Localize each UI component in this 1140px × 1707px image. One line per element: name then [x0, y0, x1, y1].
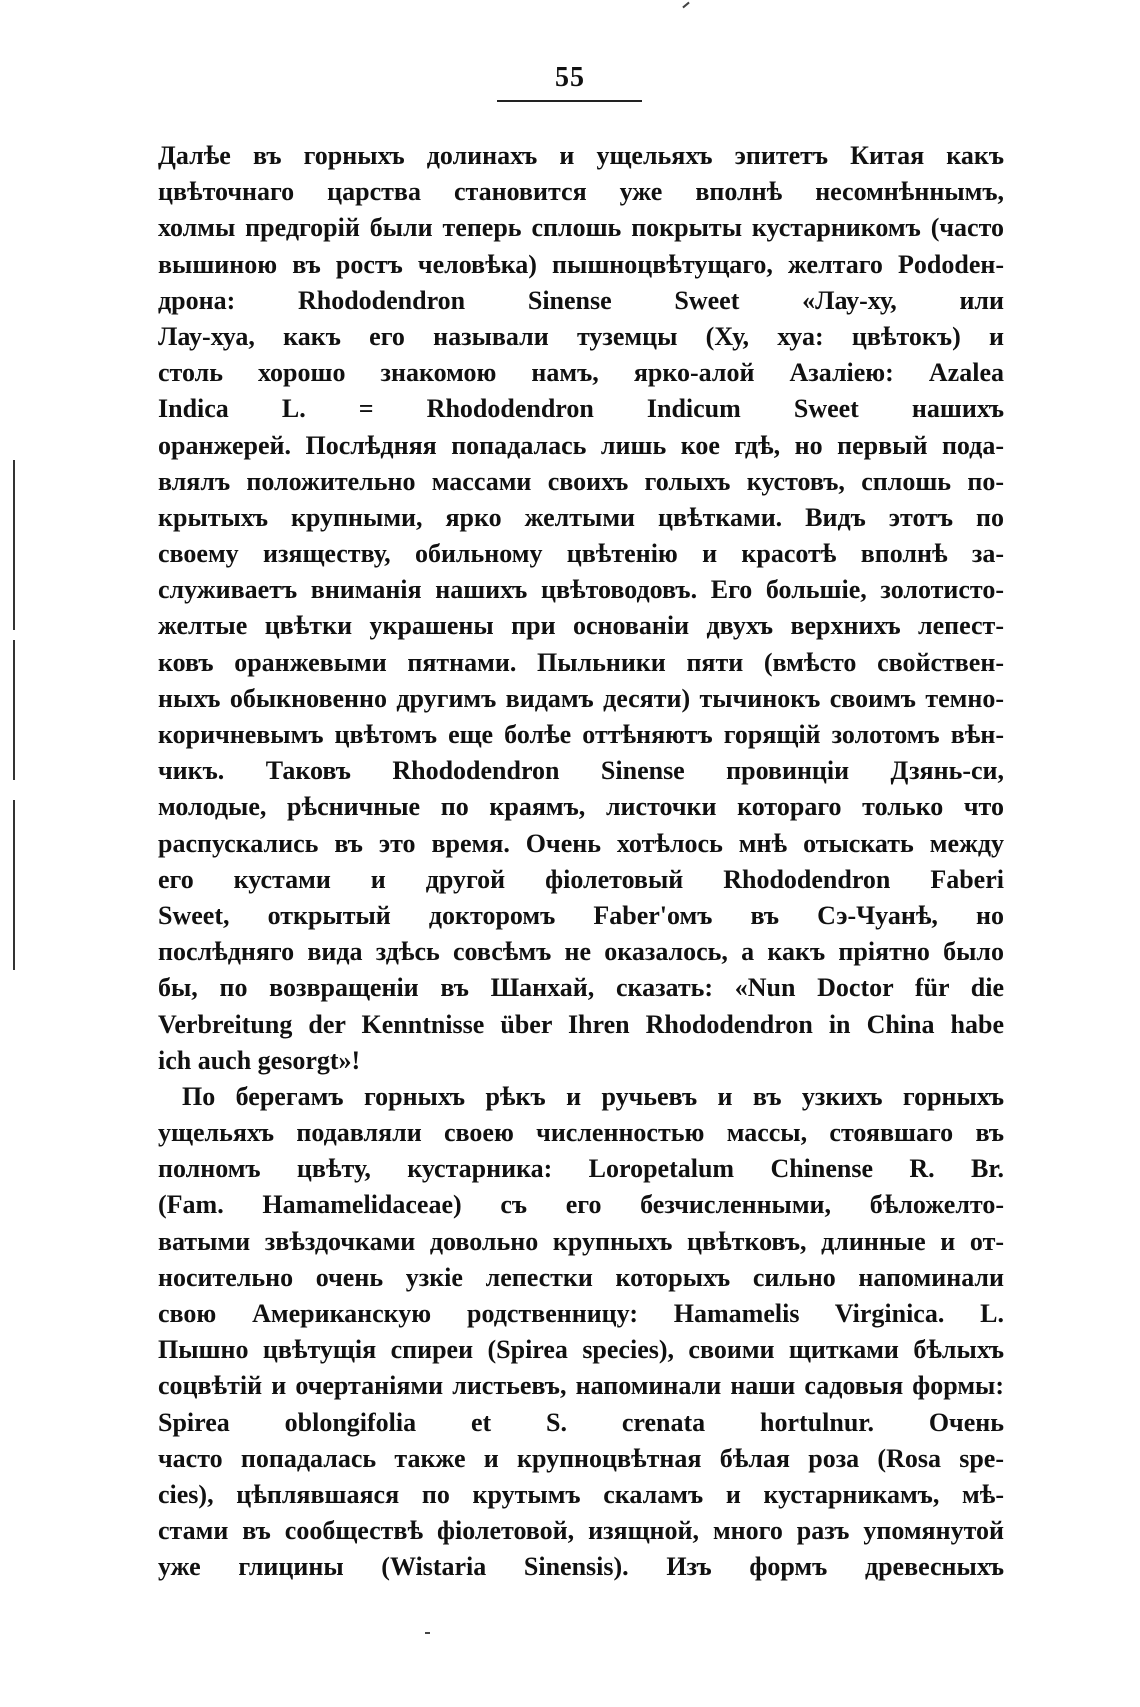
text-line: холмы предгорій были теперь сплошь покрыты кустарникомъ (часто [158, 213, 1004, 243]
text-line: Лау-хуа, какъ его называли туземцы (Ху, хуа: цвѣтокъ) и [158, 321, 1004, 351]
text-line: полномъ цвѣту, кустарника: Loropetalum Chinense R. Br. [158, 1154, 1004, 1184]
body-text [158, 138, 1004, 1586]
text-line-paragraph-start: По берегамъ горныхъ рѣкъ и ручьевъ и въ узкихъ горныхъ [182, 1081, 1004, 1111]
text-line: распускались въ это время. Очень хотѣлось мнѣ отыскать между [158, 828, 1004, 858]
page-number-rule [497, 100, 642, 102]
text-line: коричневымъ цвѣтомъ еще болѣе оттѣняютъ горящій золотомъ вѣн- [158, 720, 1004, 749]
text-line: часто попадалась также и крупноцвѣтная бѣлая роза (Rosa spe- [158, 1443, 1004, 1473]
scan-speck [425, 1632, 430, 1634]
text-line: послѣдняго вида здѣсь совсѣмъ не оказалось, а какъ пріятно было [158, 937, 1004, 967]
text-line: (Fam. Hamamelidaceae) съ его безчисленными, бѣложелто- [158, 1190, 1004, 1220]
text-line: служиваетъ вниманія нашихъ цвѣтоводовъ. Его большіе, золотисто- [158, 575, 1004, 605]
text-line: цвѣточнаго царства становится уже вполнѣ несомнѣннымъ, [158, 177, 1004, 207]
text-line: соцвѣтій и очертаніями листьевъ, напоминали наши садовыя формы: [158, 1371, 1004, 1401]
text-line: бы, по возвращеніи въ Шанхай, сказать: «Nun Doctor für die [158, 973, 1004, 1003]
text-line: стами въ сообществѣ фіолетовой, изящной, много разъ упомянутой [158, 1516, 1004, 1546]
text-line-paragraph-end: ich auch gesorgt»! [158, 1045, 361, 1075]
text-line: дрона: Rhododendron Sinense Sweet «Лау-ху, или [158, 285, 1004, 315]
text-line: уже глицины (Wistaria Sinensis). Изъ формъ древесныхъ [158, 1552, 1004, 1582]
text-line: Verbreitung der Kenntnisse über Ihren Rhododendron in China habe [158, 1009, 1004, 1039]
text-line: молодые, рѣсничные по краямъ, листочки котораго только что [158, 792, 1004, 822]
text-line: своему изяществу, обильному цвѣтенію и красотѣ вполнѣ за- [158, 539, 1004, 569]
text-line: желтые цвѣтки украшены при основаніи двухъ верхнихъ лепест- [158, 611, 1004, 641]
text-line: ущельяхъ подавляли своею численностью массы, стоявшаго въ [158, 1118, 1004, 1148]
text-line: Spirea oblongifolia et S. crenata hortulnur. Очень [158, 1407, 1004, 1437]
text-line: вышиною въ ростъ человѣка) пышноцвѣтущаго, желтаго Рododен- [158, 249, 1004, 279]
text-line: Далѣе въ горныхъ долинахъ и ущельяхъ эпитетъ Китая какъ [158, 141, 1004, 170]
text-line: Indica L. = Rhododendron Indicum Sweet нашихъ [158, 394, 1004, 424]
text-line: носительно очень узкіе лепестки которыхъ сильно напоминали [158, 1262, 1004, 1292]
text-line: оранжерей. Послѣдняя попадалась лишь кое гдѣ, но первый пода- [158, 430, 1004, 460]
text-line: чикъ. Таковъ Rhododendron Sinense провинціи Дзянь-си, [158, 756, 1004, 786]
text-line: Sweet, открытый докторомъ Faber'омъ въ Сэ-Чуанѣ, но [158, 900, 1004, 930]
text-line: Пышно цвѣтущія спиреи (Spirea species), своими щитками бѣлыхъ [158, 1335, 1004, 1365]
text-line: его кустами и другой фіолетовый Rhododendron Faberi [158, 864, 1004, 894]
text-line: влялъ положительно массами своихъ голыхъ кустовъ, сплошь по- [158, 466, 1004, 496]
text-line: ватыми звѣздочками довольно крупныхъ цвѣтковъ, длинные и от- [158, 1226, 1004, 1256]
text-line: ковъ оранжевыми пятнами. Пыльники пяти (вмѣсто свойствен- [158, 647, 1004, 677]
margin-scan-line [13, 800, 15, 970]
text-line: крытыхъ крупными, ярко желтыми цвѣтками. Видъ этотъ по [158, 502, 1004, 532]
page-number: 55 [555, 62, 585, 93]
text-line: столь хорошо знакомою намъ, ярко-алой Азаліею: Azalea [158, 358, 1004, 388]
scan-speck [682, 2, 689, 9]
text-line: cies), цѣплявшаяся по крутымъ скаламъ и кустарникамъ, мѣ- [158, 1479, 1004, 1509]
margin-scan-line [13, 460, 15, 630]
text-line: свою Американскую родственницу: Hamamelis Virginica. L. [158, 1299, 1004, 1328]
margin-scan-line [13, 640, 15, 780]
text-line: ныхъ обыкновенно другимъ видамъ десяти) тычинокъ своимъ темно- [158, 683, 1004, 713]
